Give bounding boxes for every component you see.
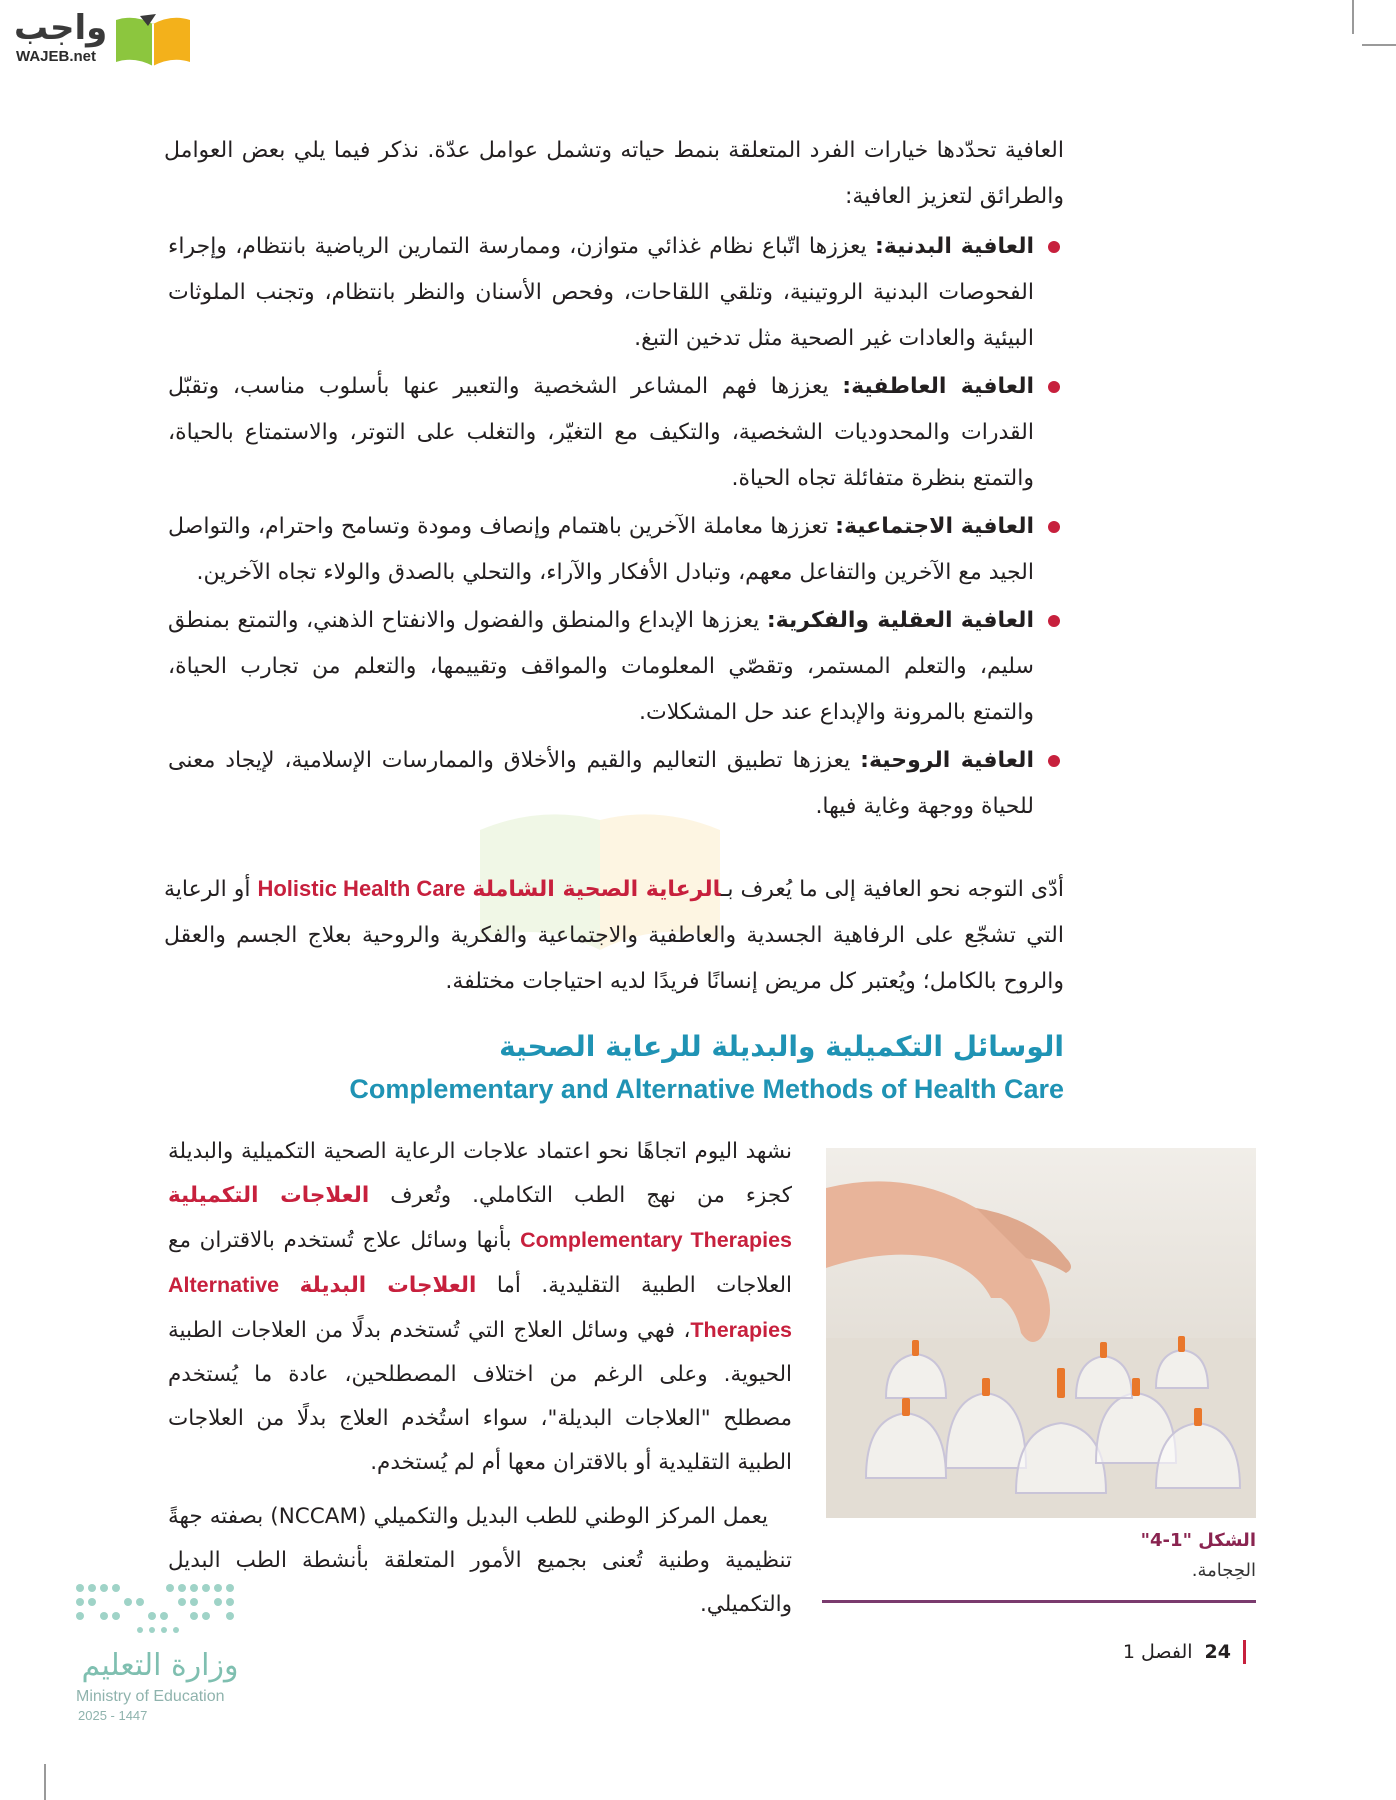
bullet-icon xyxy=(1048,381,1060,393)
bullet-icon xyxy=(1048,521,1060,533)
intro-paragraph: العافية تحدّدها خيارات الفرد المتعلقة بنمط حياته وتشمل عوامل عدّة. نذكر فيما يلي بعض العوامل والطرائق لتعزيز العافية: xyxy=(164,138,1064,209)
wellness-list xyxy=(168,224,1034,832)
crop-mark xyxy=(1362,44,1396,46)
ministry-logo xyxy=(70,1578,270,1728)
wajeb-logo[interactable] xyxy=(8,8,198,68)
bullet-term: العافية الاجتماعية: xyxy=(835,514,1034,539)
term-alternative-en: Alternative Therapies xyxy=(168,1273,792,1342)
chapter-label: الفصل 1 xyxy=(1122,1641,1193,1663)
figure-title: الشكل "1-4" xyxy=(1140,1530,1256,1551)
section-title-arabic: الوسائل التكميلية والبديلة للرعاية الصحية xyxy=(499,1030,1064,1063)
caption-divider xyxy=(822,1600,1256,1603)
ministry-arabic: وزارة التعليم xyxy=(81,1648,239,1683)
page-footer xyxy=(1123,1640,1246,1664)
list-item xyxy=(168,598,1034,736)
logo-english: WAJEB.net xyxy=(16,48,97,65)
footer-bar xyxy=(1243,1640,1246,1664)
bullet-icon xyxy=(1048,755,1060,767)
term-complementary-en: Complementary Therapies xyxy=(520,1228,793,1252)
book-icon xyxy=(112,12,194,68)
column-paragraph-2: يعمل المركز الوطني للطب البديل والتكميلي (NCCAM) بصفته جهةً تنظيمية وطنية تُعنى بجميع الأمور المتعلقة بأنشطة الطب البديل والتكميلي. xyxy=(168,1504,792,1617)
ministry-year: 2025 - 1447 xyxy=(78,1708,148,1723)
bullet-icon xyxy=(1048,241,1060,253)
list-item xyxy=(168,224,1034,362)
page-number: 24 xyxy=(1204,1641,1231,1663)
bullet-text: يعززها الإبداع والمنطق والفضول والانفتاح الذهني، والتمتع بمنطق سليم، والتعلم المستمر، وتقصّي المعلومات والمواقف وتقييمها، والتعلم من تجارب الحياة، والتمتع بالمرونة والإبداع عند حل المشكلات. xyxy=(168,608,1034,725)
bullet-text: تعززها معاملة الآخرين باهتمام وإنصاف ومودة وتسامح واحترام، والتواصل الجيد مع الآخرين والتفاعل معهم، وتبادل الأفكار والآراء، والتحلي بالصدق والولاء تجاه الآخرين. xyxy=(168,514,1034,585)
bullet-icon xyxy=(1048,615,1060,627)
holistic-after: أو الرعاية التي تشجّع على الرفاهية الجسدية والعاطفية والاجتماعية والفكرية والروحية بعلاج الجسم والعقل والروح بالكامل؛ ويُعتبر كل مريض إنسانًا فريدًا لديه احتياجات مختلفة. xyxy=(164,877,1064,994)
logo-arabic: واجب xyxy=(14,8,108,48)
text-run: بأنها وسائل علاج تُستخدم بالاقتران مع العلاجات الطبية التقليدية. أما xyxy=(168,1228,792,1298)
column-text xyxy=(168,1130,792,1637)
holistic-term-en: Holistic Health Care xyxy=(257,876,466,901)
term-complementary-ar: العلاجات التكميلية xyxy=(168,1183,370,1208)
ministry-english: Ministry of Education xyxy=(76,1688,225,1705)
ministry-dots-icon xyxy=(70,1578,250,1638)
holistic-term-ar: الرعاية الصحية الشاملة xyxy=(472,877,721,902)
bullet-term: العافية العقلية والفكرية: xyxy=(766,608,1034,633)
crop-mark xyxy=(1352,0,1354,34)
bullet-text: يعززها تطبيق التعاليم والقيم والأخلاق والممارسات الإسلامية، لإيجاد معنى للحياة ووجهة وغاية فيها. xyxy=(168,748,1034,819)
text-run: نشهد اليوم اتجاهًا نحو اعتماد علاجات الرعاية الصحية التكميلية والبديلة كجزء من نهج الطب التكاملي. وتُعرف xyxy=(168,1139,793,1208)
figure-caption: الحِجامة. xyxy=(1191,1560,1256,1581)
bullet-term: العافية البدنية: xyxy=(874,234,1034,259)
text-run: ، فهي وسائل العلاج التي تُستخدم بدلًا من العلاجات الطبية الحيوية. وعلى الرغم من اختلاف المصطلحين، عادة ما يُستخدم مصطلح "العلاجات البديلة"، سواء استُخدم العلاج بدلًا من العلاجات الطبية التقليدية أو بالاقتران معها أم لم يُستخدم. xyxy=(168,1318,792,1475)
column-paragraph-1 xyxy=(168,1130,792,1485)
bullet-text: يعززها اتّباع نظام غذائي متوازن، وممارسة التمارين الرياضية بانتظام، وإجراء الفحوصات البدنية الروتينية، وتلقي اللقاحات، وفحص الأسنان والنظر بانتظام، وتجنب الملوثات البيئية والعادات غير الصحية مثل تدخين التبغ. xyxy=(168,234,1034,351)
list-item xyxy=(168,504,1034,596)
holistic-paragraph xyxy=(164,866,1064,1005)
cupping-photo xyxy=(826,1148,1256,1518)
list-item xyxy=(168,364,1034,502)
bullet-term: العافية الروحية: xyxy=(860,748,1034,773)
term-alternative-ar: العلاجات البديلة xyxy=(299,1273,477,1298)
section-title-english: Complementary and Alternative Methods of Health Care xyxy=(349,1074,1064,1104)
bullet-text: يعززها فهم المشاعر الشخصية والتعبير عنها بأسلوب مناسب، وتقبّل القدرات والمحدوديات الشخصية، والتكيف مع التغيّر، والتغلب على التوتر، والاستمتاع بالحياة، والتمتع بنظرة متفائلة تجاه الحياة. xyxy=(168,374,1034,491)
holistic-before: أدّى التوجه نحو العافية إلى ما يُعرف بـ xyxy=(720,877,1064,902)
list-item xyxy=(168,738,1034,830)
bullet-term: العافية العاطفية: xyxy=(842,374,1034,399)
crop-mark xyxy=(44,1764,46,1800)
